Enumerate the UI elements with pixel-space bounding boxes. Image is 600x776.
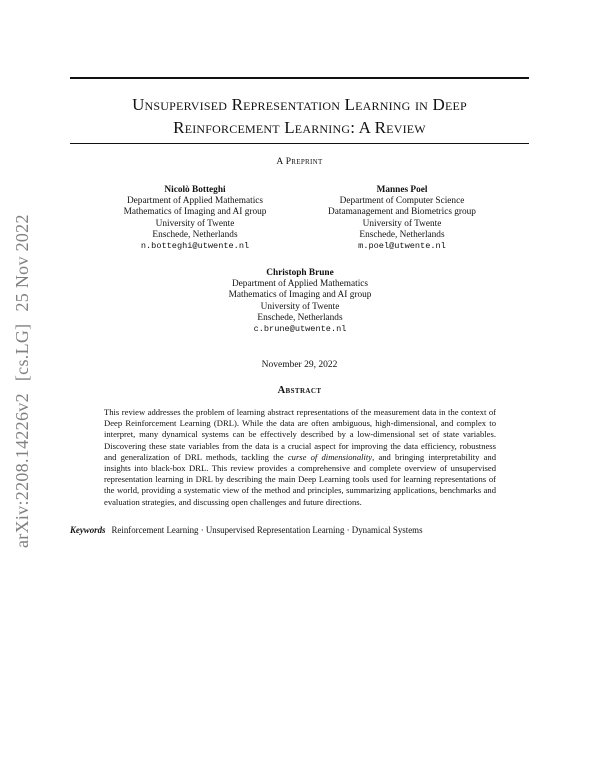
author-group: Mathematics of Imaging and AI group	[228, 290, 372, 301]
author-block-3	[200, 268, 400, 335]
author-university: University of Twente	[362, 218, 442, 229]
author-name: Christoph Brune	[266, 268, 334, 278]
author-group: Datamanagement and Biometrics group	[328, 207, 476, 218]
abstract-text-part-1: This review addresses the problem of learning abstract representations of the measurement data in the context of Deep Reinforcement Learning (DRL). While the data are often ambiguous, high-dimensional, and complex to interpret, many dynamical systems can be effectively described by a low-dimensional set of state variables. Discovering these state variables from the data is a crucial aspect for improving the data efficiency, robustness and generalization of DRL methods, tackling the	[104, 407, 496, 462]
preprint-label: A Preprint	[276, 157, 323, 167]
title-bottom-rule	[70, 143, 529, 144]
keywords-line	[70, 525, 529, 535]
abstract-heading: Abstract	[277, 385, 322, 396]
author-department: Department of Applied Mathematics	[126, 196, 264, 207]
author-university: University of Twente	[155, 218, 235, 229]
author-email[interactable]: c.brune@utwente.nl	[253, 324, 347, 335]
author-email[interactable]: m.poel@utwente.nl	[358, 241, 446, 252]
paper-date: November 29, 2022	[261, 360, 338, 370]
arxiv-category: [cs.LG]	[12, 323, 32, 382]
keywords-label: Keywords	[70, 525, 106, 535]
author-location: Enschede, Netherlands	[359, 229, 445, 240]
title-line-2: Reinforcement Learning: A Review	[173, 118, 426, 137]
title-top-rule	[70, 77, 529, 79]
arxiv-date: 25 Nov 2022	[12, 214, 32, 312]
author-name: Nicolò Botteghi	[164, 185, 226, 195]
arxiv-id: arXiv:2208.14226v2	[12, 393, 32, 548]
author-block-1	[105, 185, 285, 252]
abstract-body	[104, 407, 496, 508]
arxiv-stamp	[12, 188, 33, 548]
author-department: Department of Computer Science	[339, 196, 465, 207]
author-location: Enschede, Netherlands	[257, 312, 343, 323]
author-name: Mannes Poel	[376, 185, 428, 195]
abstract-emphasis: curse of dimensionality	[287, 451, 373, 462]
abstract-text-part-2: , and bringing interpretability and insights into black-box DRL. This review provides a comprehensive and complete overview of unsupervised representation learning in DRL by describing the main Deep Learning tools used for learning representations of the world, providing a systematic view of the method and principles, summarizing applications, benchmarks and evaluation strategies, and discussing open challenges and future directions.	[104, 451, 496, 507]
author-department: Department of Applied Mathematics	[231, 279, 369, 290]
author-university: University of Twente	[260, 301, 340, 312]
author-block-2	[312, 185, 492, 252]
title-line-1: Unsupervised Representation Learning in Deep	[132, 95, 467, 114]
author-email[interactable]: n.botteghi@utwente.nl	[140, 241, 250, 252]
paper-title	[70, 93, 529, 139]
keywords-text: Reinforcement Learning · Unsupervised Representation Learning · Dynamical Systems	[111, 525, 423, 535]
author-group: Mathematics of Imaging and AI group	[123, 207, 267, 218]
author-location: Enschede, Netherlands	[152, 229, 238, 240]
